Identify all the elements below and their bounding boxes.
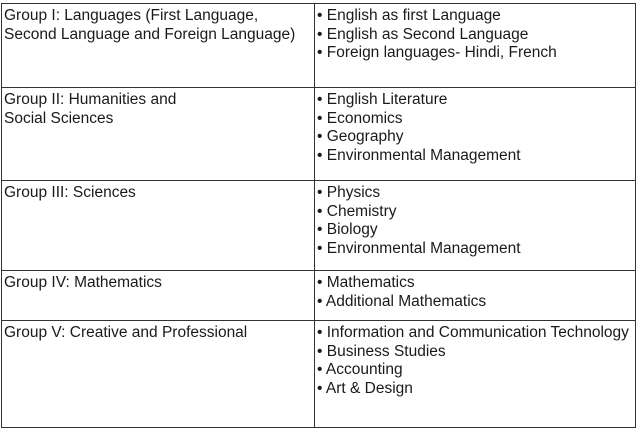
subject-name: Biology [326,221,378,238]
group-name: Group V: Creative and Professional [4,324,248,341]
subject-item [317,240,634,259]
subject-list [317,274,634,311]
table-row [2,4,636,88]
subject-name: Business Studies [326,342,446,360]
subject-name: Chemistry [326,202,397,220]
group-cell [2,271,315,321]
subject-list [317,184,634,258]
bullet-icon: • [317,7,323,24]
subject-name: Foreign languages- Hindi, French [326,44,557,61]
subject-item [317,44,634,63]
subject-item [317,293,634,312]
subject-name: Mathematics [326,274,415,291]
group-cell [2,321,315,428]
subject-name: Physics [326,184,381,201]
group-cell [2,4,315,88]
subject-item [317,147,634,166]
subject-name: Accounting [325,361,403,378]
subject-list [317,91,634,165]
table-row [2,321,636,428]
bullet-icon: • [317,221,323,238]
subject-name: Information and Communication Technology [326,324,629,341]
bullet-icon: • [317,44,323,61]
subjects-cell [315,4,636,88]
subject-list [317,324,634,398]
bullet-icon: • [317,361,323,378]
subject-name: Economics [326,109,403,127]
group-name: Group III: Sciences [4,184,136,201]
subject-item [317,343,634,362]
subject-item [317,221,634,240]
subject-name: Geography [326,128,404,145]
subject-groups-table [1,3,636,428]
table-row [2,271,636,321]
subject-name: Environmental Management [326,146,521,164]
subject-item [317,380,634,399]
bullet-icon: • [317,184,323,201]
bullet-icon: • [317,324,323,341]
subject-item [317,128,634,147]
subject-list [317,7,634,63]
subject-item [317,203,634,222]
group-cell [2,88,315,181]
bullet-icon: • [317,91,323,108]
subject-item [317,274,634,293]
bullet-icon: • [317,342,323,360]
group-cell [2,181,315,271]
table-row [2,181,636,271]
subjects-cell [315,181,636,271]
bullet-icon: • [317,202,323,220]
subject-name: Environmental Management [326,239,521,257]
bullet-icon: • [317,239,323,257]
group-name: Group I: Languages (First Language, Second Language and Foreign Language) [4,7,296,43]
table-row [2,88,636,181]
subject-item [317,324,634,343]
bullet-icon: • [317,128,323,145]
subject-name: Additional Mathematics [325,292,487,310]
subject-item [317,184,634,203]
subject-item [317,91,634,110]
subject-item [317,7,634,26]
subject-name: English as Second Language [326,25,529,43]
subject-item [317,110,634,129]
subjects-cell [315,271,636,321]
subject-name: English Literature [326,91,448,108]
bullet-icon: • [317,274,323,291]
bullet-icon: • [317,25,323,43]
subject-name: English as first Language [326,7,501,24]
subjects-cell [315,88,636,181]
bullet-icon: • [317,146,323,164]
subject-name: Art & Design [325,379,413,397]
bullet-icon: • [317,109,323,127]
subjects-cell [315,321,636,428]
subject-item [317,361,634,380]
group-name: Group II: Humanities and Social Sciences [4,91,177,127]
group-name: Group IV: Mathematics [4,274,162,291]
bullet-icon: • [317,292,323,310]
bullet-icon: • [317,379,323,397]
subject-item [317,26,634,45]
